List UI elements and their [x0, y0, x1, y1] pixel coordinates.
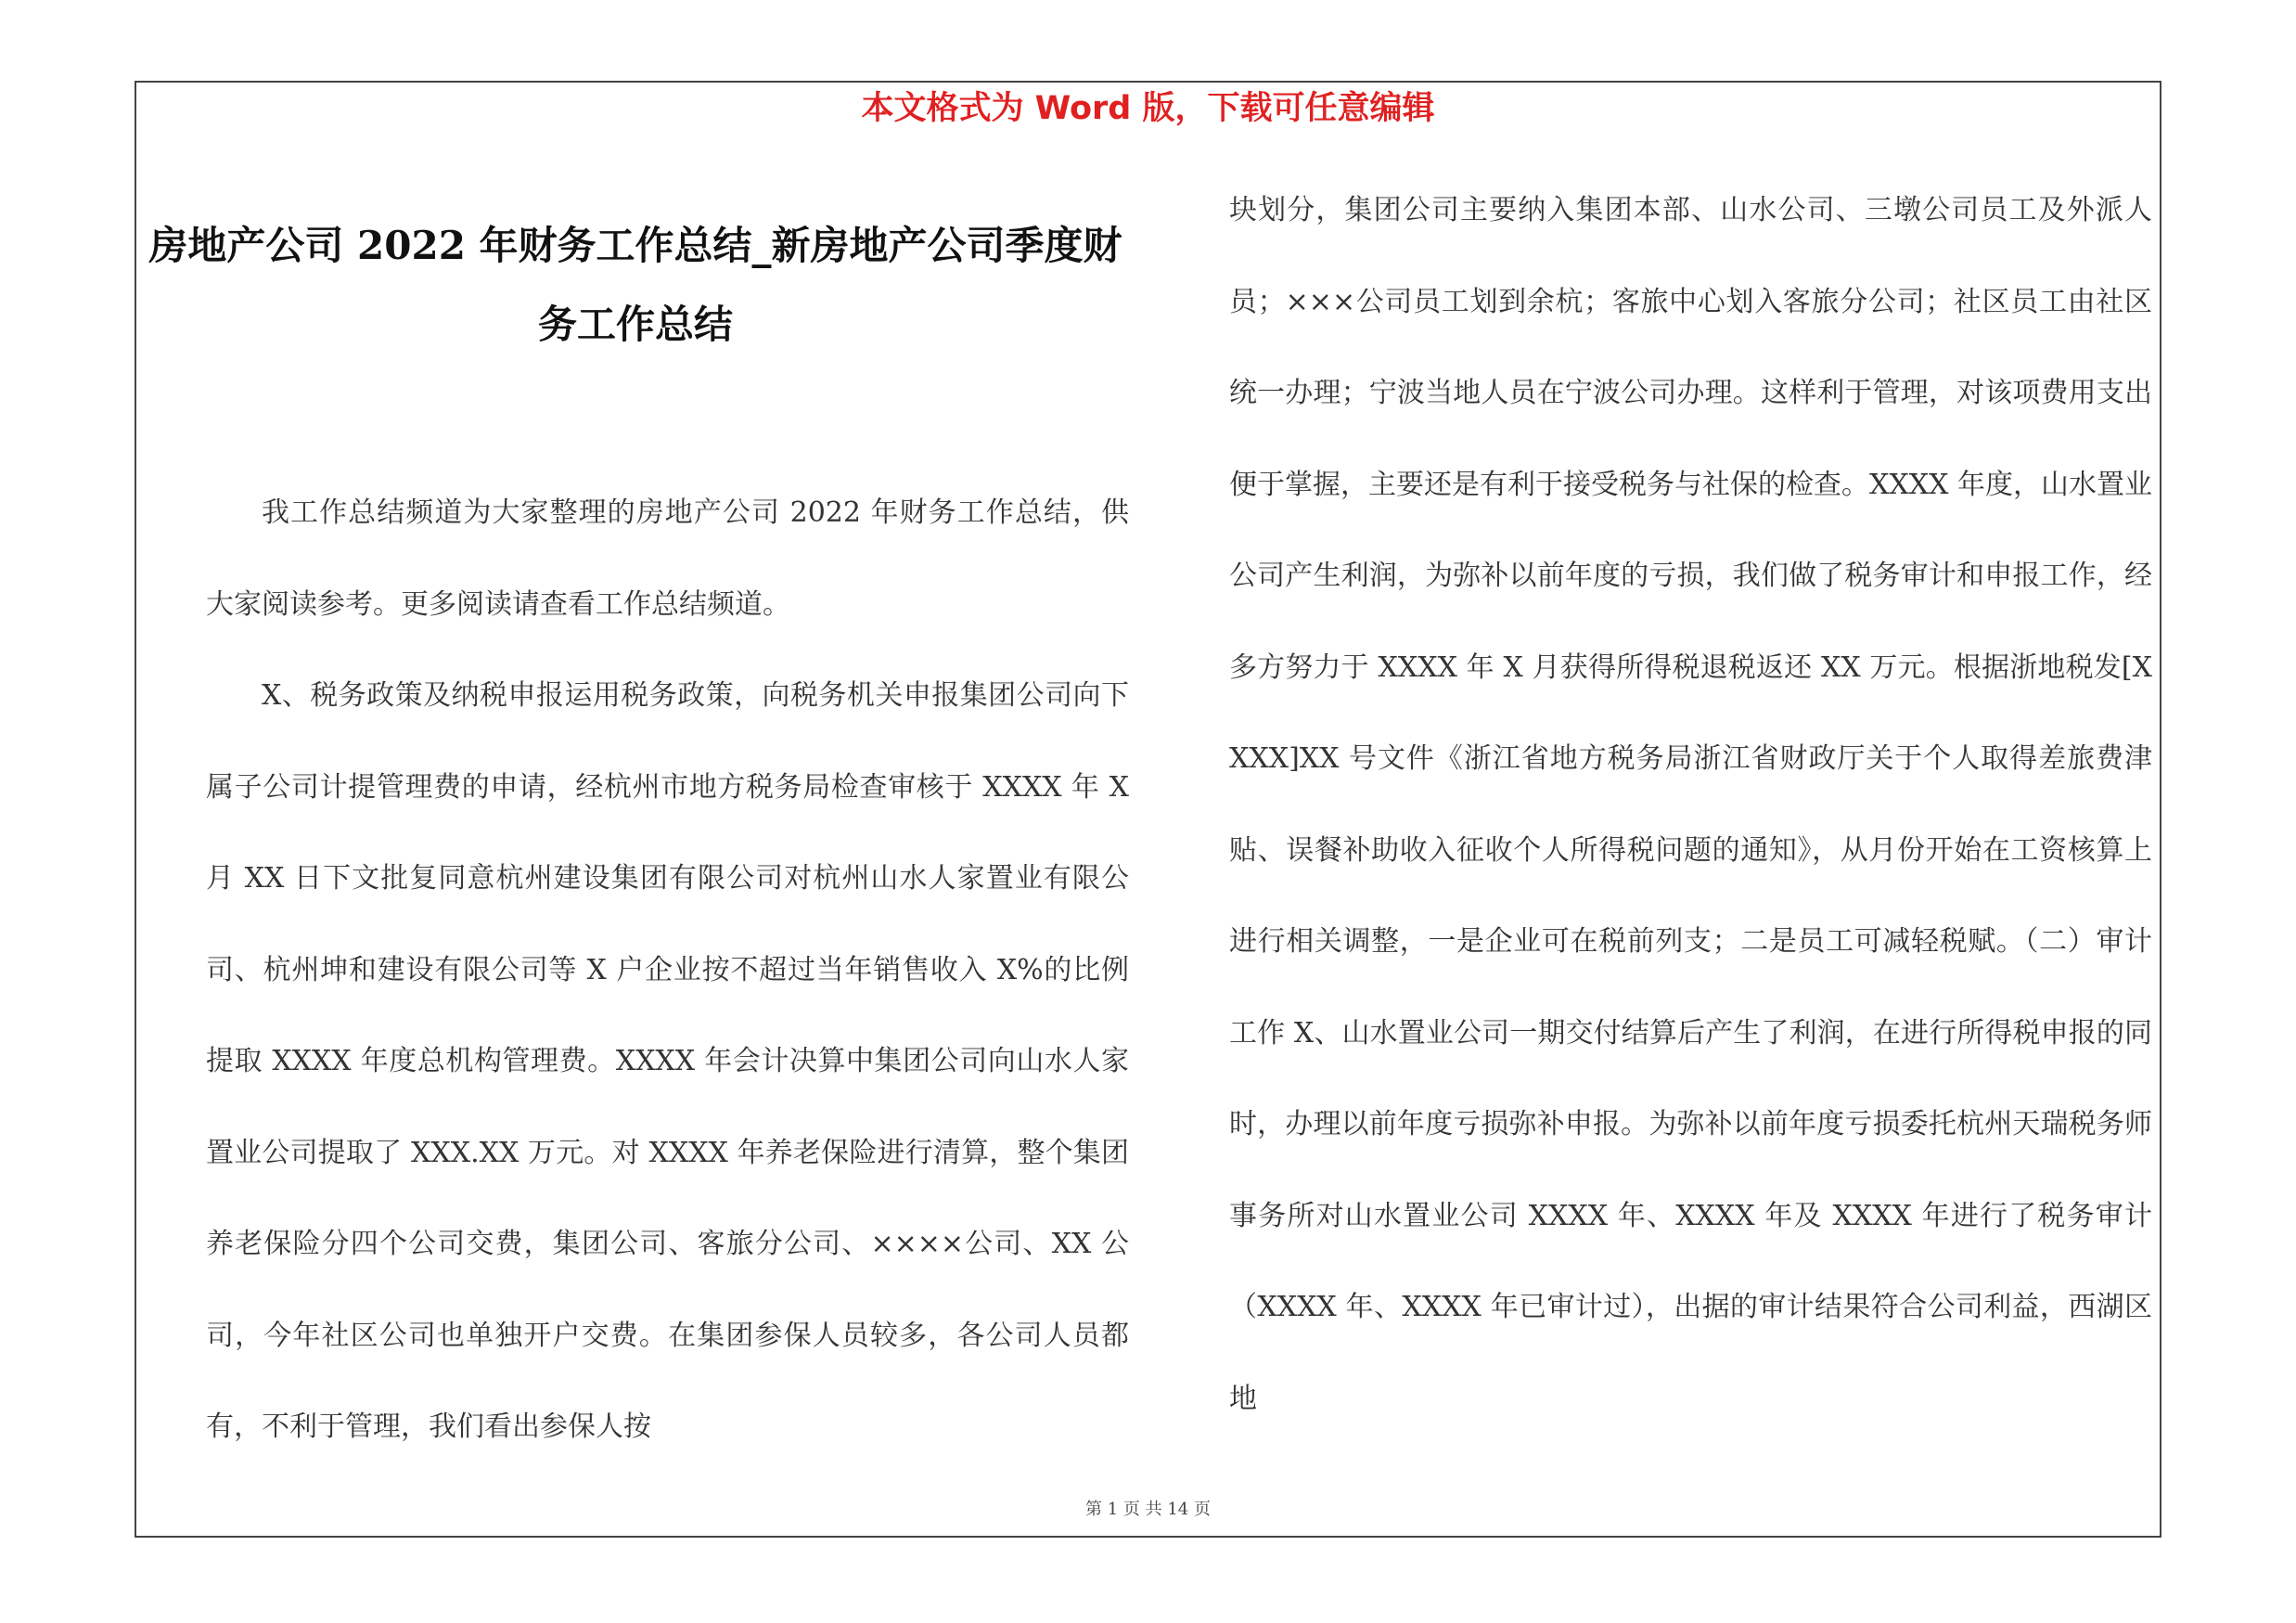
body-paragraph: X、税务政策及纳税申报运用税务政策，向税务机关申报集团公司向下属子公司计提管理费的申请，经杭州市地方税务局检查审核于 XXXX 年 X 月 XX 日下文批复同意杭州建设集团有限公司对杭州山水人家置业有限公司、杭州坤和建设有限公司等 X 户企业按不超过当年销售收入 X%的比例提取 XXXX 年度总机构管理费。XXXX 年会计决算中集团公司向山水人家置业公司提取了 XXX.XX 万元。对 XXXX 年养老保险进行清算，整个集团养老保险分四个公司交费，集团公司、客旅分公司、××××公司、XX 公司，今年社区公司也单独开户交费。在集团参保人员较多，各公司人员都有，不利于管理，我们看出参保人按	[206, 679, 1129, 1443]
left-column	[206, 468, 1129, 1474]
document-title: 房地产公司 2022 年财务工作总结_新房地产公司季度财务工作总结	[148, 223, 1122, 347]
page-number-footer: 第 1 页 共 14 页	[1085, 1500, 1211, 1519]
body-paragraph: 我工作总结频道为大家整理的房地产公司 2022 年财务工作总结，供大家阅读参考。更多阅读请查看工作总结频道。	[206, 496, 1129, 621]
body-paragraph: 块划分，集团公司主要纳入集团本部、山水公司、三墩公司员工及外派人员；×××公司员工划到余杭；客旅中心划入客旅分公司；社区员工由社区统一办理；宁波当地人员在宁波公司办理。这样利于管理，对该项费用支出便于掌握，主要还是有利于接受税务与社保的检查。XXXX 年度，山水置业公司产生利润，为弥补以前年度的亏损，我们做了税务审计和申报工作，经多方努力于 XXXX 年 X 月获得所得税退税返还 XX 万元。根据浙地税发[XXXX]XX 号文件《浙江省地方税务局浙江省财政厅关于个人取得差旅费津贴、误餐补助收入征收个人所得税问题的通知》，从月份开始在工资核算上进行相关调整，一是企业可在税前列支；二是员工可减轻税赋。（二）审计工作 X、山水置业公司一期交付结算后产生了利润，在进行所得税申报的同时，办理以前年度亏损弥补申报。为弥补以前年度亏损委托杭州天瑞税务师事务所对山水置业公司 XXXX 年、XXXX 年及 XXXX 年进行了税务审计（XXXX 年、XXXX 年已审计过），出据的审计结果符合公司利益，西湖区地	[1229, 194, 2152, 1415]
right-column	[1229, 165, 2152, 1445]
editable-notice-banner: 本文格式为 Word 版，下载可任意编辑	[861, 90, 1435, 127]
